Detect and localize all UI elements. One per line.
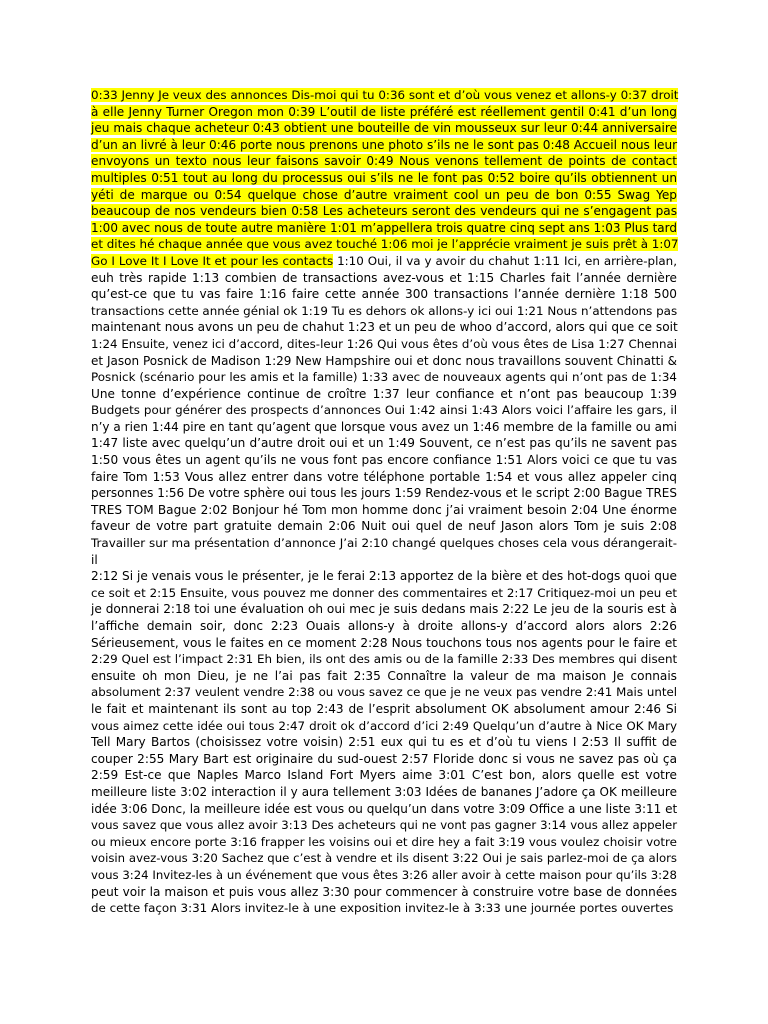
transcript-line [91,469,677,486]
transcript-line [91,618,677,635]
transcript-line [91,419,677,436]
transcript-line [91,253,677,270]
transcript-line [91,535,677,552]
transcript-line [91,502,677,519]
transcript-text: Budgets pour générer des prospects d’annonces Oui 1:42 ainsi 1:43 Alors voici l’affaire les gars, il [91,403,677,418]
transcript-line [91,369,677,386]
transcript-line [91,87,677,104]
transcript-text: je donnerai 2:18 toi une évaluation oh oui mec je suis dedans mais 2:22 Le jeu de la souris est à [91,602,677,617]
transcript-text: vous aimez cette idée oui tous 2:47 droit ok d’accord d’ici 2:49 Quelqu’un d’autre à Nice OK Mary [91,718,677,733]
highlighted-text: beaucoup de nos vendeurs bien 0:58 Les acheteurs seront des vendeurs qui ne s’engagent pas [91,204,677,219]
transcript-line [91,386,677,403]
transcript-text: 1:50 vous êtes un agent qu’ils ne vous font pas encore confiance 1:51 Alors voici ce que tu vas [91,453,677,468]
transcript-line [91,120,677,137]
transcript-text: maintenant nous avons un peu de chahut 1:23 et un peu de whoo d’accord, alors qui que ce soit [91,320,678,335]
transcript-line [91,601,677,618]
transcript-line [91,784,677,801]
transcript-line [91,801,677,818]
transcript-text: meilleure liste 3:02 interaction il y aura tellement 3:03 Idées de bananes J’adore ça OK meilleure [91,784,677,799]
transcript-line [91,900,677,917]
transcript-line [91,319,677,336]
transcript-line [91,203,677,220]
transcript-text: il [91,552,98,567]
transcript-text: faire Tom 1:53 Vous allez entrer dans votre téléphone portable 1:54 et vous allez appeler cinq [91,469,677,484]
highlighted-text: et dites hé chaque année que vous avez touché 1:06 moi je l’apprécie vraiment je suis prêt à 1:07 [91,237,679,252]
highlighted-text: jeu mais chaque acheteur 0:43 obtient une bouteille de vin mousseux sur leur 0:44 anniversaire [91,121,677,136]
transcript-text: faveur de votre part gratuite demain 2:06 Nuit oui quel de neuf Jason alors Tom je suis 2:08 [91,519,677,534]
transcript-text: euh très rapide 1:13 combien de transactions avez-vous et 1:15 Charles fait l’année dernière [91,270,677,285]
transcript-line [91,485,677,502]
transcript-line [91,585,677,602]
transcript-line [91,220,677,237]
transcript-line [91,153,677,170]
transcript-line [91,884,677,901]
transcript-text: peut voir la maison et puis vous allez 3:30 pour commencer à construire votre base de données [91,884,677,899]
transcript-text: 1:24 Ensuite, venez ici d’accord, dites-leur 1:26 Qui vous êtes d’où vous êtes de Lisa 1:27 Chennai [91,336,677,351]
transcript-text: transactions cette année génial ok 1:19 Tu es dehors ok allons-y ici oui 1:21 Nous n’attendons pas [91,303,678,318]
highlighted-text: à elle Jenny Turner Oregon mon 0:39 L’outil de liste préféré est réellement gentil 0:41 d’un long [91,104,677,119]
transcript-text: Tell Mary Bartos (choisissez votre voisin) 2:51 eux qui tu es et d’où tu viens I 2:53 Il suffit de [91,735,677,750]
transcript-line [91,651,677,668]
transcript-line [91,402,677,419]
transcript-line [91,137,677,154]
highlighted-text: 1:00 avec nous de toute autre manière 1:01 m’appellera trois quatre cinq sept ans 1:03 Plus tard [91,220,677,235]
transcript-line [91,518,677,535]
transcript-text: 2:12 Si je venais vous le présenter, je le ferai 2:13 apportez de la bière et des hot-dogs quoi que [91,569,677,584]
transcript-text: idée 3:06 Donc, la meilleure idée est vous ou quelqu’un dans votre 3:09 Office a une liste 3:11 et [91,801,678,816]
transcript-line [91,734,677,751]
transcript-text: personnes 1:56 De votre sphère oui tous les jours 1:59 Rendez-vous et le script 2:00 Bague TRES [91,486,677,501]
transcript-text: Sérieusement, vous le faites en ce moment 2:28 Nous touchons tous nos agents pour le faire et [91,635,677,650]
transcript-line [91,170,677,187]
transcript-line [91,718,677,735]
transcript-line [91,435,677,452]
transcript-line [91,270,677,287]
transcript-text: 2:59 Est-ce que Naples Marco Island Fort Myers aime 3:01 C’est bon, alors quelle est votre [91,768,677,783]
transcript-line [91,867,677,884]
highlighted-text: d’un an livré à leur 0:46 porte nous prenons une photo s’ils ne le sont pas 0:48 Accueil nous leur [91,137,678,152]
transcript-line [91,286,677,303]
transcript-text: 2:29 Quel est l’impact 2:31 Eh bien, ils ont des amis ou de la famille 2:33 Des membres qui disent [91,652,678,667]
highlighted-text: Go I Love It I Love It et pour les contacts [91,253,334,268]
transcript-text: qu’est-ce que tu vas faire 1:16 faire cette année 300 transactions l’année dernière 1:18 500 [91,287,677,302]
transcript-line [91,452,677,469]
transcript-text: 1:47 liste avec quelqu’un d’autre droit oui et un 1:49 Souvent, ce n’est pas qu’ils ne savent pas [91,436,677,451]
highlighted-text: 0:33 Jenny Je veux des annonces Dis-moi qui tu 0:36 sont et d’où vous venez et allons-y 0:37 droit [91,88,679,102]
transcript-text: n’y a rien 1:44 pire en tant qu’agent que lorsque vous avez un 1:46 membre de la famille ou ami [91,419,677,434]
transcript-text: le fait et maintenant ils sont au top 2:43 de l’esprit absolument OK absolument amour 2:46 Si [91,701,677,716]
transcript-text: Une tonne d’expérience continue de croître 1:37 leur confiance et n’ont pas beaucoup 1:39 [91,386,677,401]
transcript-text: couper 2:55 Mary Bart est originaire du sud-ouest 2:57 Floride donc si vous ne savez pas où ça [91,751,677,766]
transcript-text: Posnick (scénario pour les amis et la famille) 1:33 avec de nouveaux agents qui n’ont pas de 1:34 [91,370,677,385]
transcript-line [91,817,677,834]
transcript-line [91,635,677,652]
transcript-text: 1:10 Oui, il va y avoir du chahut 1:11 Ici, en arrière-plan, [333,253,677,268]
transcript-text: vous savez que vous allez avoir 3:13 Des acheteurs qui ne vont pas gagner 3:14 vous allez appeler [91,818,677,833]
transcript-line [91,236,677,253]
highlighted-text: yéti de marque ou 0:54 quelque chose d’autre vraiment cool un peu de bon 0:55 Swag Yep [91,187,677,202]
transcript-text: l’affiche demain soir, donc 2:23 Ouais allons-y à droite allons-y d’accord alors alors 2:26 [91,619,677,633]
transcript-line [91,751,677,768]
transcript-line [91,701,677,718]
transcript-text: et Jason Posnick de Madison 1:29 New Hampshire oui et donc nous travaillons souvent Chinatti & [91,353,677,368]
transcript-line [91,834,677,851]
transcript-text: ensuite oh mon Dieu, je ne l’ai pas fait 2:35 Connaître la valeur de ma maison Je connais [91,668,677,683]
document-page [91,87,677,917]
transcript-text: de cette façon 3:31 Alors invitez-le à une exposition invitez-le à 3:33 une journée portes ouvertes [91,901,674,916]
transcript-line [91,850,677,867]
transcript-line [91,353,677,370]
transcript-line [91,684,677,701]
transcript-line [91,104,677,121]
transcript-text: absolument 2:37 veulent vendre 2:38 ou vous savez ce que je ne veux pas vendre 2:41 Mais untel [91,685,677,700]
highlighted-text: envoyons un texto nous leur faisons savoir 0:49 Nous venons tellement de points de contact [91,154,677,169]
transcript-line [91,668,677,685]
transcript-line [91,187,677,204]
transcript-text: TRES TOM Bague 2:02 Bonjour hé Tom mon homme donc j’ai vraiment besoin 2:04 Une énorme [91,502,677,517]
transcript-line [91,303,677,320]
transcript-line [91,552,677,569]
transcript-text: ou mieux encore porte 3:16 frapper les voisins oui et dire hey a fait 3:19 vous voulez choisir votre [91,834,677,849]
transcript-text: voisin avez-vous 3:20 Sachez que c’est à vendre et ils disent 3:22 Oui je sais parlez-moi de ça alors [91,851,677,866]
highlighted-text: multiples 0:51 tout au long du processus oui s’ils ne le font pas 0:52 boire qu’ils obtiennent un [91,170,677,185]
transcript-text: vous 3:24 Invitez-les à un événement que vous êtes 3:26 aller avoir à cette maison pour qu’ils 3:28 [91,867,677,882]
transcript-text: ce soit et 2:15 Ensuite, vous pouvez me donner des commentaires et 2:17 Critiquez-moi un peu et [91,585,677,600]
transcript-line [91,568,677,585]
transcript-line [91,767,677,784]
transcript-text: Travailler sur ma présentation d’annonce J’ai 2:10 changé quelques choses cela vous dérangerait- [91,536,677,551]
transcript-line [91,336,677,353]
